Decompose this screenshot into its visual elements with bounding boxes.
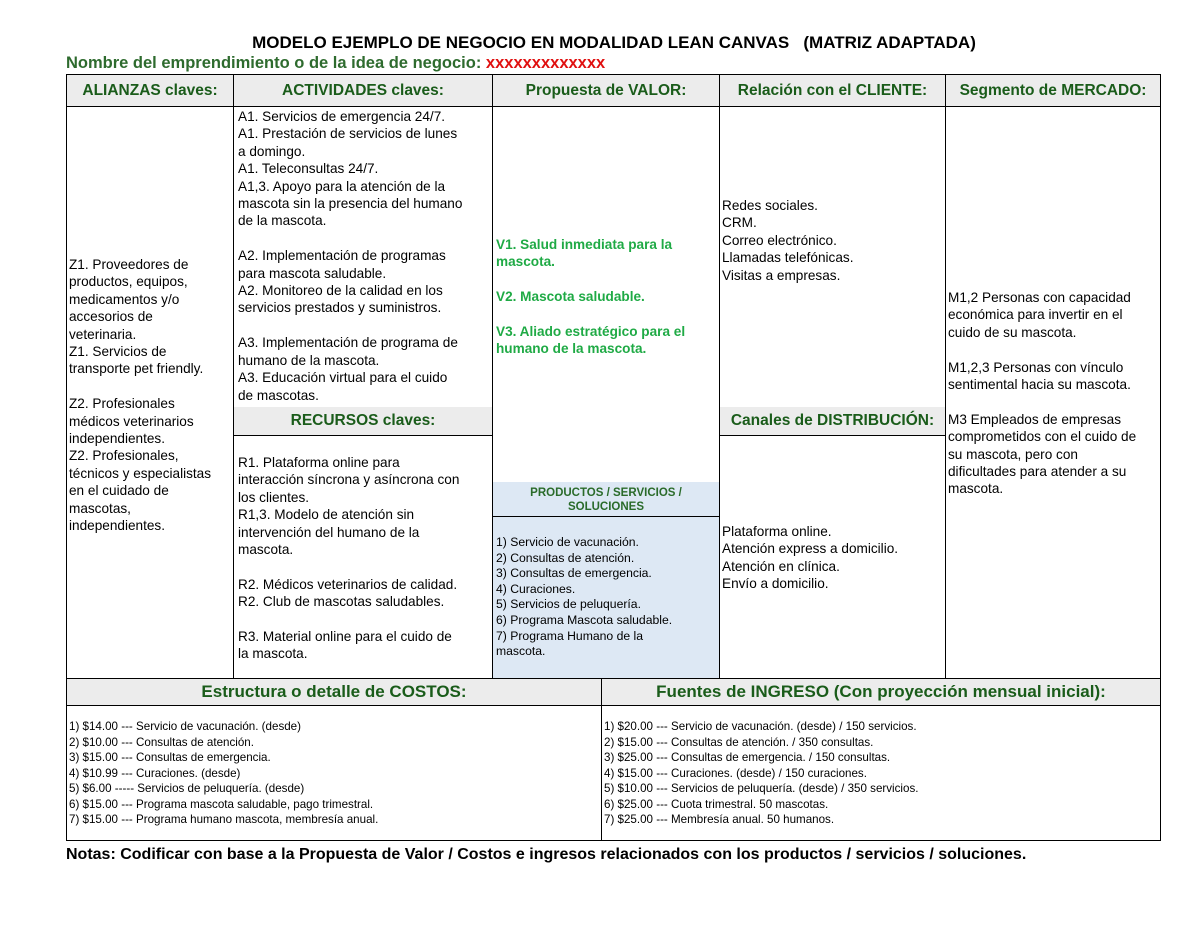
header-recursos: RECURSOS claves: [234, 407, 492, 435]
productos-text: 1) Servicio de vacunación. 2) Consultas de atención. 3) Consultas de emergencia. 4) Curaciones. 5) Servicios de peluquería. 6) Programa Mascota saludable. 7) Programa Humano de la mascota. [496, 535, 673, 659]
venture-name-label: Nombre del emprendimiento o de la idea de negocio: [66, 54, 482, 72]
grid-line [66, 106, 1161, 107]
grid-line [233, 435, 493, 436]
relacion-text: Redes sociales. CRM. Correo electrónico. Llamadas telefónicas. Visitas a empresas. [722, 198, 854, 283]
header-actividades: ACTIVIDADES claves: [234, 75, 492, 106]
grid-line [945, 74, 946, 678]
grid-line [601, 678, 602, 841]
segmento-text: M1,2 Personas con capacidad económica para invertir en el cuido de su mascota. M1,2,3 Personas con vínculo sentimental hacia su mascota. M3 Empleados de empresas comprometidos con el cuido de su mascota, pero con dificultades para atender a su mascota. [948, 290, 1137, 497]
header-alianzas: ALIANZAS claves: [67, 75, 233, 106]
ingresos-text: 1) $20.00 --- Servicio de vacunación. (desde) / 150 servicios. 2) $15.00 --- Consultas de atención. / 350 consultas. 3) $25.00 --- Consultas de emergencia. / 150 consultas. 4) $15.00 --- Curaciones. (desde) / 150 curaciones. 5) $10.00 --- Servicios de peluquería. (desde) / 350 servicios. 6) $25.00 --- Cuota trimestral. 50 mascotas. 7) $25.00 --- Membresía anual. 50 humanos. [604, 720, 919, 826]
costos-text: 1) $14.00 --- Servicio de vacunación. (desde) 2) $10.00 --- Consultas de atención. 3) $15.00 --- Consultas de emergencia. 4) $10.99 --- Curaciones. (desde) 5) $6.00 ----- Servicios de peluquería. (desde) 6) $15.00 --- Programa mascota saludable, pago trimestral. 7) $15.00 --- Programa humano mascota, membresía anual. [69, 720, 379, 826]
alianzas-text: Z1. Proveedores de productos, equipos, medicamentos y/o accesorios de veterinaria. Z1. Servicios de transporte pet friendly. Z2. Profesionales médicos veterinarios independientes. Z2. Profesionales, técnicos y especialistas en el cuidado de mascotas, independientes. [69, 257, 212, 534]
venture-name-line [66, 54, 605, 73]
propuesta-text: V1. Salud inmediata para la mascota. V2. Mascota saludable. V3. Aliado estratégico para el humano de la mascota. [496, 237, 686, 357]
venture-name-value: xxxxxxxxxxxxx [485, 54, 606, 72]
header-segmento: Segmento de MERCADO: [946, 75, 1160, 106]
header-ingresos: Fuentes de INGRESO (Con proyección mensual inicial): [602, 679, 1160, 705]
header-relacion: Relación con el CLIENTE: [720, 75, 945, 106]
header-canales: Canales de DISTRIBUCIÓN: [720, 407, 945, 435]
header-productos: PRODUCTOS / SERVICIOS / SOLUCIONES [493, 482, 719, 516]
actividades-text: A1. Servicios de emergencia 24/7. A1. Prestación de servicios de lunes a domingo. A1. Teleconsultas 24/7. A1,3. Apoyo para la atención de la mascota sin la presencia del humano de la mascota. A2. Implementación de programas para mascota saludable. A2. Monitoreo de la calidad en los servicios prestados y suministros. A3. Implementación de programa de humano de la mascota. A3. Educación virtual para el cuido de mascotas. [238, 109, 463, 403]
header-propuesta: Propuesta de VALOR: [493, 75, 719, 106]
header-costos: Estructura o detalle de COSTOS: [67, 679, 601, 705]
grid-line [233, 74, 234, 678]
recursos-text: R1. Plataforma online para interacción síncrona y asíncrona con los clientes. R1,3. Modelo de atención sin intervención del humano de la mascota. R2. Médicos veterinarios de calidad. R2. Club de mascotas saludables. R3. Material online para el cuido de la mascota. [238, 455, 460, 662]
grid-line [719, 435, 946, 436]
grid-line [66, 705, 1161, 706]
notes: Notas: Codificar con base a la Propuesta de Valor / Costos e ingresos relacionados con los productos / servicios / soluciones. [66, 846, 1027, 863]
canales-text: Plataforma online. Atención express a domicilio. Atención en clínica. Envío a domicilio. [722, 524, 899, 592]
grid-line [719, 74, 720, 678]
page-title: MODELO EJEMPLO DE NEGOCIO EN MODALIDAD LEAN CANVAS (MATRIZ ADAPTADA) [252, 33, 976, 52]
